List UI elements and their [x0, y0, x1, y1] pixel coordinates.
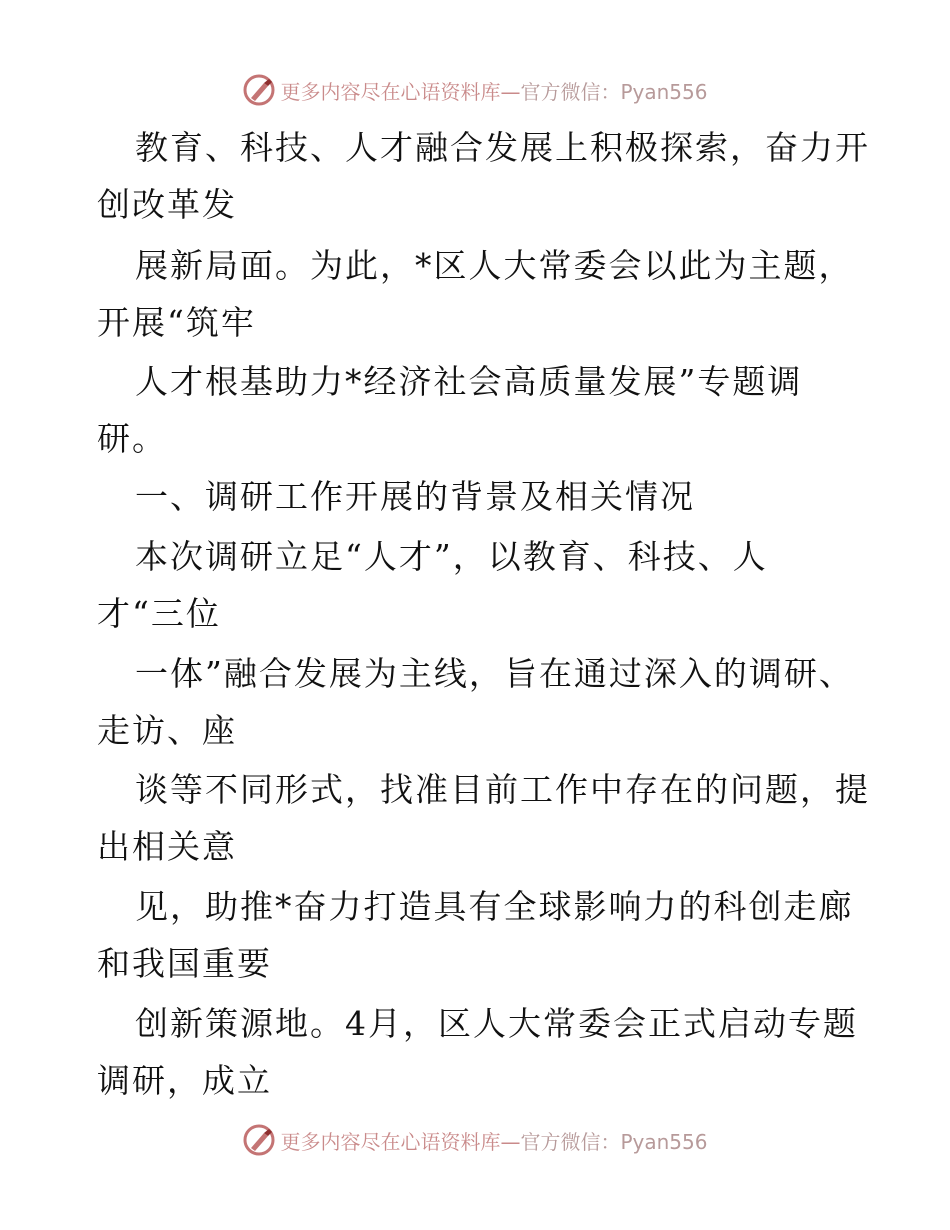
paragraph-line: 人才根基助力*经济社会高质量发展”专题调: [135, 362, 803, 401]
paragraph-line: 展新局面。为此，*区人大常委会以此为主题，: [135, 246, 854, 285]
pen-nib-icon: [242, 1123, 276, 1157]
watermark-text: 更多内容尽在心语资料库—官方微信：Pyan556: [280, 79, 708, 104]
paragraph-line: 研。: [97, 419, 167, 458]
paragraph-line: 走访、座: [97, 711, 237, 750]
paragraph-line: 和我国重要: [97, 944, 272, 983]
paragraph-line: 一体”融合发展为主线，旨在通过深入的调研、: [135, 654, 854, 693]
paragraph-line: 教育、科技、人才融合发展上积极探索，奋力开: [135, 128, 870, 167]
paragraph-line: 才“三位: [97, 594, 221, 633]
paragraph-line: 开展“筑牢: [97, 303, 256, 342]
paragraph-line: 调研，成立: [97, 1061, 272, 1100]
paragraph-line: 谈等不同形式，找准目前工作中存在的问题，提: [135, 770, 870, 809]
paragraph-line: 创新策源地。4月，区人大常委会正式启动专题: [135, 1004, 858, 1043]
paragraph-line: 见，助推*奋力打造具有全球影响力的科创走廊: [135, 887, 854, 926]
paragraph-line: 出相关意: [97, 827, 237, 866]
section-heading: 一、调研工作开展的背景及相关情况: [135, 477, 695, 516]
watermark-banner-bottom: [0, 1120, 950, 1160]
watermark-text: 更多内容尽在心语资料库—官方微信：Pyan556: [280, 1129, 708, 1154]
paragraph-line: 创改革发: [97, 185, 237, 224]
paragraph-line: 本次调研立足“人才”，以教育、科技、人: [135, 537, 768, 576]
